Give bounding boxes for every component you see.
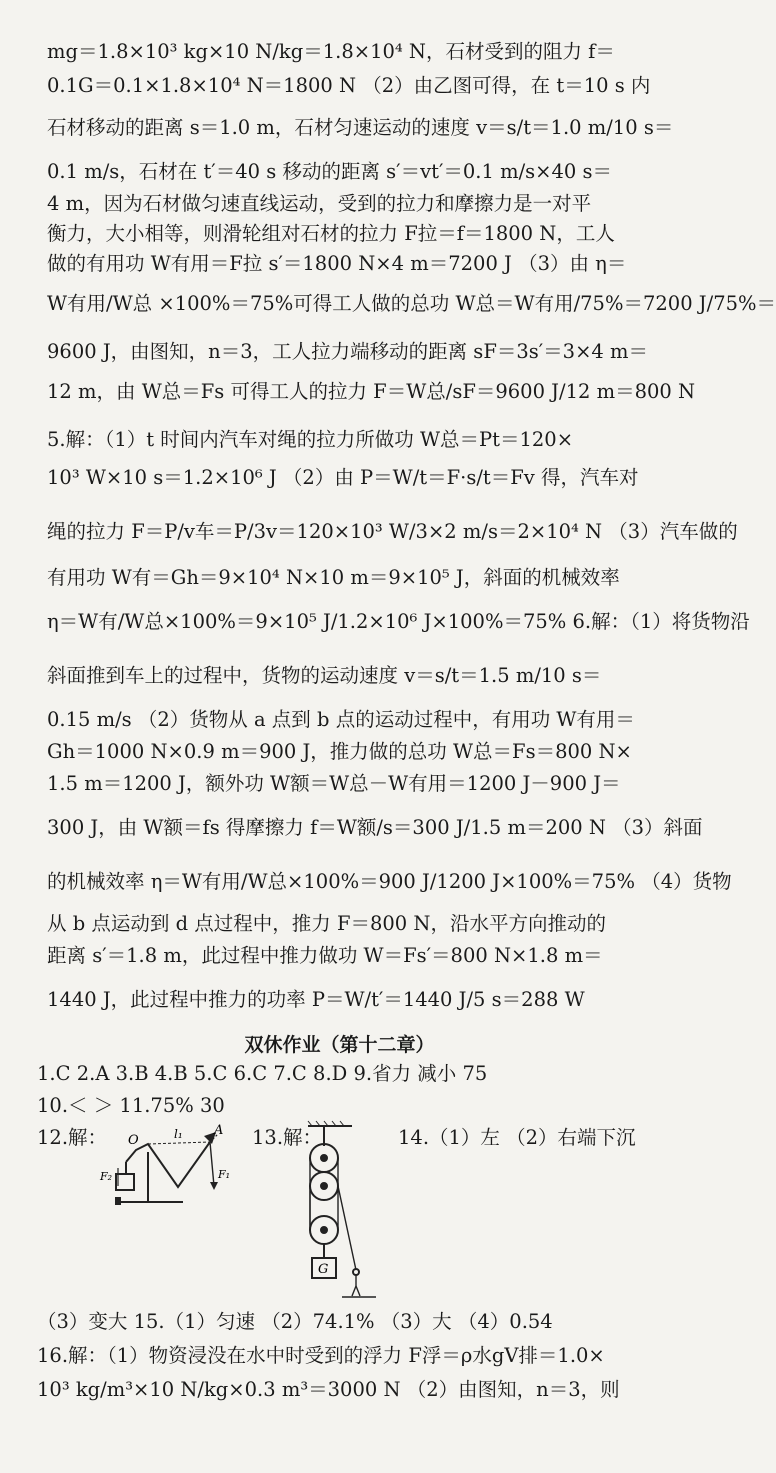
text-line: η＝W有/W总×100%＝9×10⁵ J/1.2×10⁶ J×100%＝75% 6.解：（1）将货物沿 bbox=[47, 610, 750, 633]
text-line: 斜面推到车上的过程中，货物的运动速度 v＝s/t＝1.5 m/10 s＝ bbox=[47, 664, 602, 687]
text-line: 距离 s′＝1.8 m，此过程中推力做功 W＝Fs′＝800 N×1.8 m＝ bbox=[47, 944, 603, 967]
answers-row-1: 1.C 2.A 3.B 4.B 5.C 6.C 7.C 8.D 9.省力 减小 75 bbox=[37, 1062, 488, 1085]
text-line: 9600 J，由图知，n＝3，工人拉力端移动的距离 sF＝3s′＝3×4 m＝ bbox=[47, 340, 649, 363]
text-line: 衡力，大小相等，则滑轮组对石材的拉力 F拉＝f＝1800 N，工人 bbox=[47, 222, 615, 245]
q12-label: 12.解： bbox=[37, 1126, 108, 1149]
weight-block bbox=[116, 1174, 134, 1190]
text-line: 10³ W×10 s＝1.2×10⁶ J （2）由 P＝W/t＝F·s/t＝Fv 得，汽车对 bbox=[47, 466, 639, 489]
answers-row-3: （3）变大 15.（1）匀速 （2）74.1% （3）大 （4）0.54 bbox=[37, 1310, 553, 1333]
label-F1: F₁ bbox=[218, 1168, 231, 1181]
text-line: mg＝1.8×10³ kg×10 N/kg＝1.8×10⁴ N，石材受到的阻力 f＝ bbox=[47, 40, 615, 63]
text-line: 5.解：（1）t 时间内汽车对绳的拉力所做功 W总＝Pt＝120× bbox=[47, 428, 574, 451]
label-F2: F₂ bbox=[100, 1170, 113, 1183]
text-line: 的机械效率 η＝W有用/W总×100%＝900 J/1200 J×100%＝75% （4）货物 bbox=[47, 870, 732, 893]
text-line: 1.5 m＝1200 J，额外功 W额＝W总－W有用＝1200 J－900 J＝ bbox=[47, 772, 621, 795]
pulley-diagram bbox=[290, 1120, 380, 1302]
q13-label: 13.解： bbox=[252, 1126, 323, 1149]
section-title: 双休作业（第十二章） bbox=[244, 1034, 435, 1056]
text-line: 0.1 m/s，石材在 t′＝40 s 移动的距离 s′＝vt′＝0.1 m/s×40 s＝ bbox=[47, 160, 613, 183]
text-line: W有用/W总 ×100%＝75%可得工人做的总功 W总＝W有用/75%＝7200 J/75%＝ bbox=[47, 292, 776, 315]
text-line: 4 m，因为石材做匀速直线运动，受到的拉力和摩擦力是一对平 bbox=[47, 192, 592, 215]
text-line: 石材移动的距离 s＝1.0 m，石材匀速运动的速度 v＝s/t＝1.0 m/10 s＝ bbox=[47, 116, 674, 139]
lever-arm bbox=[126, 1142, 210, 1187]
text-line: 从 b 点运动到 d 点过程中，推力 F＝800 N，沿水平方向推动的 bbox=[47, 912, 606, 935]
text-line: 0.1G＝0.1×1.8×10⁴ N＝1800 N （2）由乙图可得，在 t＝10 s 内 bbox=[47, 74, 651, 97]
label-O: O bbox=[128, 1133, 139, 1148]
q16-line-1: 16.解：（1）物资浸没在水中时受到的浮力 F浮＝ρ水gV排＝1.0× bbox=[37, 1344, 605, 1367]
text-line: 0.15 m/s （2）货物从 a 点到 b 点的运动过程中，有用功 W有用＝ bbox=[47, 708, 635, 731]
l1-line bbox=[148, 1142, 210, 1144]
label-l1: l₁ bbox=[174, 1127, 183, 1141]
label-A: A bbox=[214, 1123, 224, 1138]
f1-arrow bbox=[210, 1142, 214, 1186]
text-line: 绳的拉力 F＝P/v车＝P/3v＝120×10³ W/3×2 m/s＝2×10⁴ N （3）汽车做的 bbox=[47, 520, 738, 543]
lever-diagram bbox=[88, 1122, 258, 1218]
text-line: 300 J，由 W额＝fs 得摩擦力 f＝W额/s＝300 J/1.5 m＝200 N （3）斜面 bbox=[47, 816, 703, 839]
text-line: Gh＝1000 N×0.9 m＝900 J，推力做的总功 W总＝Fs＝800 N× bbox=[47, 740, 632, 763]
label-G: G bbox=[318, 1262, 329, 1277]
text-line: 有用功 W有＝Gh＝9×10⁴ N×10 m＝9×10⁵ J，斜面的机械效率 bbox=[47, 566, 620, 589]
q14-answer: 14.（1）左 （2）右端下沉 bbox=[398, 1126, 636, 1149]
text-line: 12 m，由 W总＝Fs 可得工人的拉力 F＝W总/sF＝9600 J/12 m＝800 N bbox=[47, 380, 696, 403]
pull-rope bbox=[338, 1186, 356, 1270]
text-line: 1440 J，此过程中推力的功率 P＝W/t′＝1440 J/5 s＝288 W bbox=[47, 988, 585, 1011]
answers-row-2: 10.＜ ＞ 11.75% 30 bbox=[37, 1094, 225, 1117]
q16-line-2: 10³ kg/m³×10 N/kg×0.3 m³＝3000 N （2）由图知，n＝3，则 bbox=[37, 1378, 620, 1401]
text-line: 做的有用功 W有用＝F拉 s′＝1800 N×4 m＝7200 J （3）由 η＝ bbox=[47, 252, 627, 275]
